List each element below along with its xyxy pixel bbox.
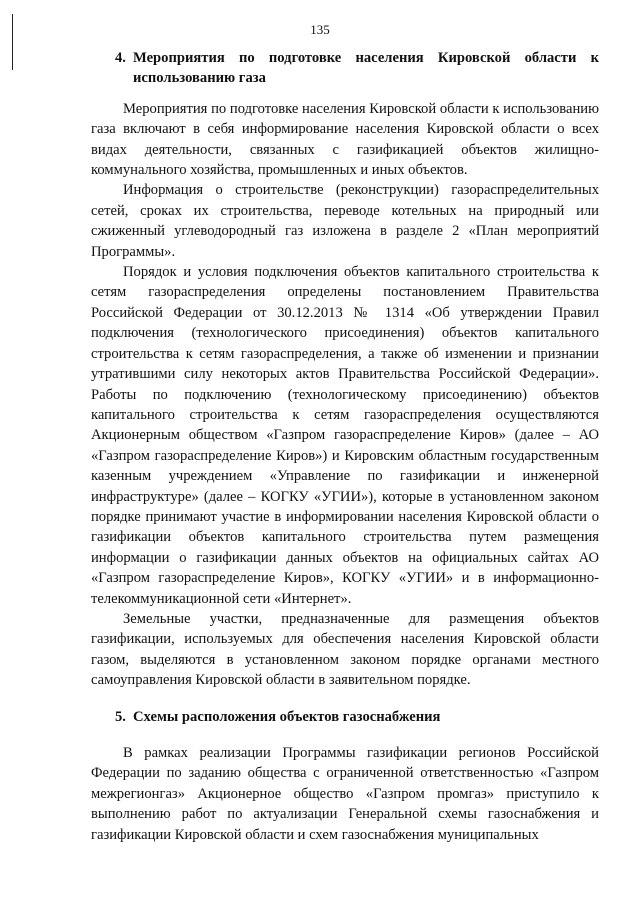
page-number: 135 bbox=[310, 22, 330, 37]
section-4-number: 4. bbox=[115, 50, 126, 66]
section-4-heading bbox=[91, 48, 599, 89]
section-5-heading bbox=[91, 707, 599, 727]
document-body bbox=[91, 48, 599, 845]
section-5-paragraph-1: В рамках реализации Программы газификации регионов Российской Федерации по заданию общества с ограниченной ответственностью «Газпром межрегионгаз» Акционерное общество «Газпром промгаз» приступило к выполнению работ по актуализации Генеральной схемы газоснабжения и газификации Кировской области и схем газоснабжения муниципальных bbox=[91, 745, 599, 843]
section-5-title: Схемы расположения объектов газоснабжения bbox=[133, 708, 441, 725]
section-4-paragraph-4: Земельные участки, предназначенные для размещения объектов газификации, используемых для обеспечения населения Кировской области газом, выделяются в установленном законом порядке органами местного самоуправления Кировской области в заявительном порядке. bbox=[91, 610, 599, 689]
section-4-paragraph-3: Порядок и условия подключения объектов капитального строительства к сетям газораспределения определены постановлением Правительства Российской Федерации от 30.12.2013 № 1314 «Об утверждении Правил подключения (технологического присоединения) объектов капитального строительства к сетям газораспределения, а также об изменении и признании утратившими силу некоторых актов Правительства Российской Федерации». Работы по подключению (технологическому присоединению) объектов капитального строительства к сетям газораспределения осуществляются Акционерным обществом «Газпром газораспределение Киров» (далее – АО «Газпром газораспределение Киров») и Кировским областным государственным казенным учреждением «Управление по газификации и инженерной инфраструктуре» (далее – КОГКУ «УГИИ»), которые в установленном законом порядке принимают участие в информировании населения Кировской области о газификации объектов капитального строительства путем размещения информации о газификации данных объектов на официальных сайтах АО «Газпром газораспределение Киров», КОГКУ «УГИИ» и в информационно-телекоммуникационной сети «Интернет». bbox=[91, 264, 599, 607]
section-4-title: Мероприятия по подготовке населения Кировской области к использованию газа bbox=[133, 50, 599, 87]
section-4-paragraph-2: Информация о строительстве (реконструкции) газораспределительных сетей, сроках их строительства, переводе котельных на природный или сжиженный углеводородный газ изложена в разделе 2 «План мероприятий Программы». bbox=[91, 182, 599, 260]
section-4-paragraph-1: Мероприятия по подготовке населения Кировской области к использованию газа включают в себя информирование населения Кировской области о всех видах деятельности, связанных с газификацией объектов жилищно-коммунального хозяйства, промышленных и иных объектов. bbox=[91, 100, 599, 179]
section-5-number: 5. bbox=[115, 708, 126, 725]
